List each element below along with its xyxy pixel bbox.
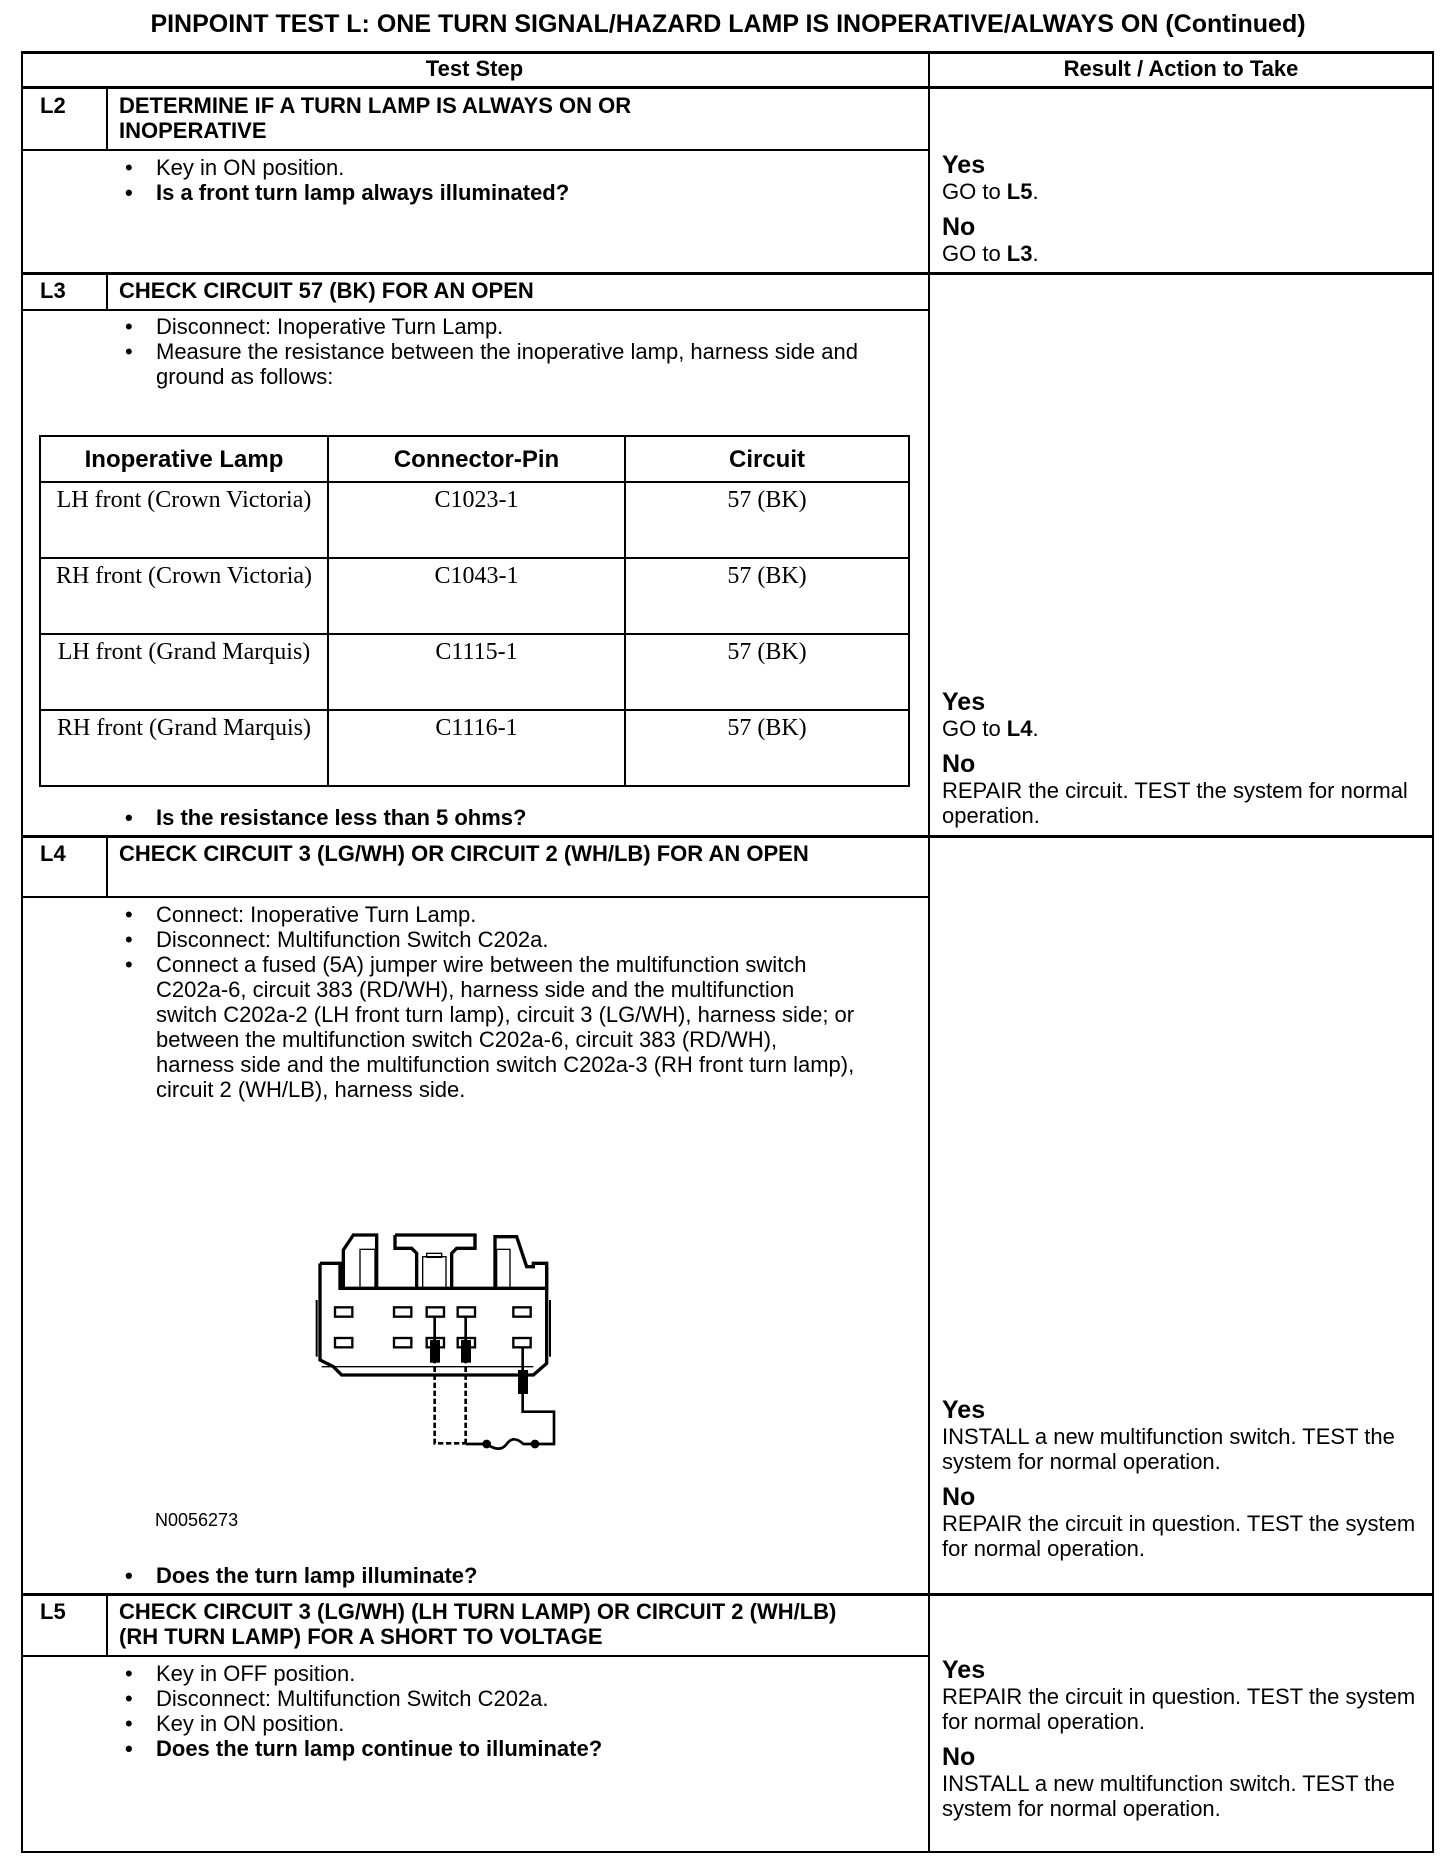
cell: LH front (Crown Victoria) bbox=[40, 482, 328, 558]
header-result: Result / Action to Take bbox=[1063, 56, 1299, 81]
divider bbox=[21, 86, 1434, 89]
step-number: L3 bbox=[40, 278, 66, 303]
no-action: REPAIR the circuit. TEST the system for normal operation. bbox=[942, 778, 1408, 828]
step-instructions: • Connect: Inoperative Turn Lamp. • Disconnect: Multifunction Switch C202a. • Connect a fused (5A) jumper wire between the multifunction switch C202a-6, circuit 383 (RD/WH), harness side and the multifunction switch C202a-2 (LH front turn lamp), circuit 3 (LG/WH), harness side; or between the multifunction switch C202a-6, circuit 383 (RD/WH), harness side and the multifunction switch C202a-3 (RH front turn lamp), circuit 2 (WH/LB), harness side. bbox=[125, 902, 860, 1102]
figure-id: N0056273 bbox=[155, 1510, 239, 1530]
instruction: Measure the resistance between the inoperative lamp, harness side and ground as follows: bbox=[156, 339, 858, 389]
divider bbox=[21, 149, 929, 151]
no-label: No bbox=[942, 213, 976, 241]
result-block bbox=[942, 689, 1422, 828]
table-border bbox=[21, 51, 1434, 54]
yes-action: REPAIR the circuit in question. TEST the system for normal operation. bbox=[942, 1684, 1416, 1734]
cell: RH front (Crown Victoria) bbox=[40, 558, 328, 634]
table-border bbox=[21, 52, 23, 1853]
page-title: PINPOINT TEST L: ONE TURN SIGNAL/HAZARD LAMP IS INOPERATIVE/ALWAYS ON (Continued) bbox=[150, 10, 1306, 38]
step-title: CHECK CIRCUIT 57 (BK) FOR AN OPEN bbox=[119, 278, 534, 303]
question: • Is the resistance less than 5 ohms? bbox=[125, 805, 527, 830]
yes-action: INSTALL a new multifunction switch. TEST the system for normal operation. bbox=[942, 1424, 1395, 1474]
table-border bbox=[1432, 52, 1434, 1853]
yes-action: GO to L5. bbox=[942, 179, 1039, 204]
table-border bbox=[21, 1851, 1434, 1853]
instruction: Key in ON position. bbox=[156, 155, 345, 180]
instruction: Key in ON position. bbox=[156, 1711, 345, 1736]
divider bbox=[21, 1655, 929, 1657]
no-action: GO to L3. bbox=[942, 241, 1039, 266]
divider bbox=[21, 309, 929, 311]
step-instructions: • Key in OFF position. • Disconnect: Multifunction Switch C202a. • Key in ON position. • Does the turn lamp continue to illuminate? bbox=[125, 1661, 603, 1761]
cell: RH front (Grand Marquis) bbox=[40, 710, 328, 786]
result-block bbox=[942, 1397, 1422, 1561]
result-block bbox=[942, 152, 1422, 266]
yes-action: GO to L4. bbox=[942, 716, 1039, 741]
table-row bbox=[40, 710, 909, 786]
connector-table bbox=[39, 435, 910, 787]
divider bbox=[106, 273, 108, 310]
yes-label: Yes bbox=[942, 151, 986, 179]
header-test-step: Test Step bbox=[425, 56, 524, 81]
divider bbox=[21, 896, 929, 898]
instruction: Connect a fused (5A) jumper wire between the multifunction switch C202a-6, circuit 383 (RD/WH), harness side and the multifunction switch C202a-2 (LH front turn lamp), circuit 3 (LG/WH), harness side; or between the multifunction switch C202a-6, circuit 383 (RD/WH), harness side and the multifunction switch C202a-3 (RH front turn lamp), circuit 2 (WH/LB), harness side. bbox=[156, 952, 855, 1102]
step-link[interactable]: L5 bbox=[1006, 179, 1033, 204]
column-header: Circuit bbox=[625, 436, 909, 482]
step-title: DETERMINE IF A TURN LAMP IS ALWAYS ON OR INOPERATIVE bbox=[119, 93, 632, 143]
no-action: INSTALL a new multifunction switch. TEST the system for normal operation. bbox=[942, 1771, 1395, 1821]
cell: C1043-1 bbox=[328, 558, 625, 634]
instruction: Disconnect: Inoperative Turn Lamp. bbox=[156, 314, 504, 339]
no-label: No bbox=[942, 1483, 976, 1511]
column-divider bbox=[928, 52, 930, 1853]
cell: 57 (BK) bbox=[625, 634, 909, 710]
step-title: CHECK CIRCUIT 3 (LG/WH) (LH TURN LAMP) OR CIRCUIT 2 (WH/LB) (RH TURN LAMP) FOR A SHORT TO VOLTAGE bbox=[119, 1599, 837, 1649]
step-instructions: • Key in ON position. • Is a front turn lamp always illuminated? bbox=[125, 155, 570, 205]
no-label: No bbox=[942, 1743, 976, 1771]
divider bbox=[106, 836, 108, 897]
step-number: L5 bbox=[40, 1599, 66, 1624]
question: Does the turn lamp continue to illuminate? bbox=[156, 1736, 603, 1761]
step-number: L4 bbox=[40, 841, 66, 866]
yes-label: Yes bbox=[942, 1396, 986, 1424]
cell: C1023-1 bbox=[328, 482, 625, 558]
instruction: Connect: Inoperative Turn Lamp. bbox=[156, 902, 477, 927]
step-link[interactable]: L4 bbox=[1006, 716, 1033, 741]
step-link[interactable]: L3 bbox=[1006, 241, 1033, 266]
column-header: Inoperative Lamp bbox=[40, 436, 328, 482]
step-instructions: • Disconnect: Inoperative Turn Lamp. • Measure the resistance between the inoperative lamp, harness side and ground as follows: bbox=[125, 314, 885, 389]
table-row bbox=[40, 482, 909, 558]
cell: 57 (BK) bbox=[625, 710, 909, 786]
yes-label: Yes bbox=[942, 688, 986, 716]
cell: LH front (Grand Marquis) bbox=[40, 634, 328, 710]
table-row bbox=[40, 558, 909, 634]
question: • Does the turn lamp illuminate? bbox=[125, 1563, 478, 1588]
no-label: No bbox=[942, 750, 976, 778]
divider bbox=[106, 1594, 108, 1656]
divider bbox=[21, 835, 1434, 838]
cell: C1115-1 bbox=[328, 634, 625, 710]
connector-diagram bbox=[280, 1220, 600, 1480]
yes-label: Yes bbox=[942, 1656, 986, 1684]
cell: 57 (BK) bbox=[625, 482, 909, 558]
result-block bbox=[942, 1657, 1422, 1821]
divider bbox=[21, 1593, 1434, 1596]
question: Is a front turn lamp always illuminated? bbox=[156, 180, 570, 205]
column-header: Connector-Pin bbox=[328, 436, 625, 482]
cell: C1116-1 bbox=[328, 710, 625, 786]
instruction: Key in OFF position. bbox=[156, 1661, 356, 1686]
cell: 57 (BK) bbox=[625, 558, 909, 634]
table-row bbox=[40, 634, 909, 710]
instruction: Disconnect: Multifunction Switch C202a. bbox=[156, 927, 549, 952]
divider bbox=[21, 272, 1434, 275]
no-action: REPAIR the circuit in question. TEST the system for normal operation. bbox=[942, 1511, 1416, 1561]
divider bbox=[106, 87, 108, 150]
step-number: L2 bbox=[40, 93, 66, 118]
step-title: CHECK CIRCUIT 3 (LG/WH) OR CIRCUIT 2 (WH/LB) FOR AN OPEN bbox=[119, 841, 809, 866]
instruction: Disconnect: Multifunction Switch C202a. bbox=[156, 1686, 549, 1711]
